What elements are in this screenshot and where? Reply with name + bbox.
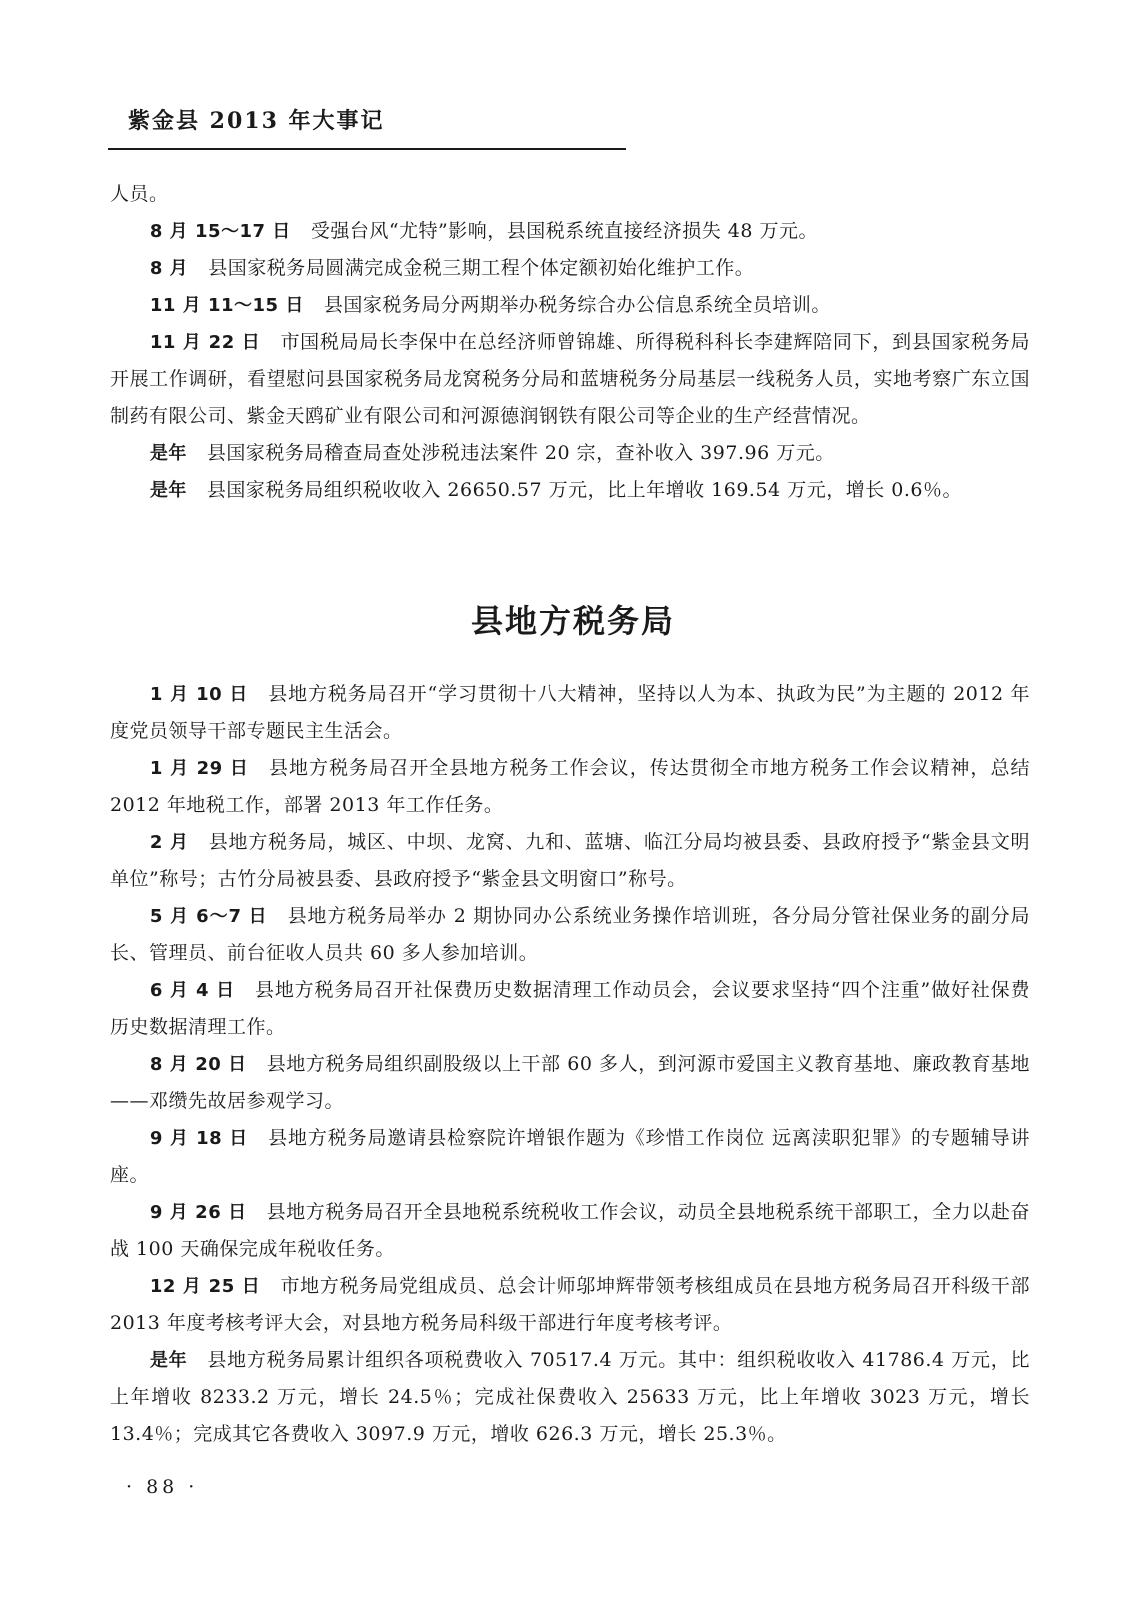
event-date: 5 月 6～7 日 (149, 906, 268, 927)
event-date: 11 月 11～15 日 (149, 295, 304, 316)
event-date: 1 月 10 日 (149, 684, 249, 705)
event-text: 县地方税务局累计组织各项税费收入 70517.4 万元。其中：组织税收收入 41786.4 万元，比上年增收 8233.2 万元，增长 24.5％；完成社保费收入 25633 万元，比上年增收 3023 万元，增长 13.4％；完成其它各费收入 3097.9 万元，增收 626.3 万元，增长 25.3％。 (110, 1349, 1030, 1445)
event-entry (110, 435, 1030, 472)
event-date: 8 月 15～17 日 (149, 221, 291, 242)
event-text: 市地方税务局党组成员、总会计师邬坤辉带领考核组成员在县地方税务局召开科级干部 2013 年度考核考评大会，对县地方税务局科级干部进行年度考核考评。 (110, 1275, 1030, 1334)
event-entry (110, 287, 1030, 324)
event-text: 县地方税务局举办 2 期协同办公系统业务操作培训班，各分局分管社保业务的副分局长、管理员、前台征收人员共 60 多人参加培训。 (110, 905, 1031, 964)
event-entry (110, 676, 1030, 750)
event-entry (110, 324, 1030, 435)
event-entry (110, 1120, 1030, 1194)
event-date: 6 月 4 日 (149, 980, 235, 1001)
page-number: · 88 · (126, 1476, 199, 1498)
event-text: 县地方税务局召开社保费历史数据清理工作动员会，会议要求坚持“四个注重”做好社保费历史数据清理工作。 (110, 979, 1030, 1038)
local-tax-bureau-events (110, 676, 1030, 1453)
event-text: 县地方税务局召开“学习贯彻十八大精神，坚持以人为本、执政为民”为主题的 2012 年度党员领导干部专题民主生活会。 (110, 683, 1030, 742)
section-title: 县地方税务局 (470, 602, 675, 640)
event-text: 县地方税务局召开全县地方税务工作会议，传达贯彻全市地方税务工作会议精神，总结 2012 年地税工作，部署 2013 年工作任务。 (110, 757, 1030, 816)
event-text: 县地方税务局，城区、中坝、龙窝、九和、蓝塘、临江分局均被县委、县政府授予“紫金县文明单位”称号；古竹分局被县委、县政府授予“紫金县文明窗口”称号。 (110, 831, 1030, 890)
event-text: 县国家税务局分两期举办税务综合办公信息系统全员培训。 (323, 294, 831, 316)
continued-text: 人员。 (110, 183, 169, 205)
event-text: 县国家税务局组织税收收入 26650.57 万元，比上年增收 169.54 万元，增长 0.6％。 (206, 479, 962, 501)
event-entry (110, 1268, 1030, 1342)
event-entry (110, 1342, 1030, 1453)
event-date: 1 月 29 日 (149, 758, 249, 779)
event-date: 2 月 (149, 832, 189, 853)
event-entry (110, 898, 1030, 972)
event-date: 是年 (149, 480, 187, 501)
event-entry (110, 1194, 1030, 1268)
event-entry (110, 1046, 1030, 1120)
event-date: 12 月 25 日 (149, 1276, 261, 1297)
event-entry (110, 472, 1030, 509)
event-entry (110, 824, 1030, 898)
event-text: 县地方税务局邀请县检察院许增银作题为《珍惜工作岗位 远离渎职犯罪》的专题辅导讲座。 (110, 1127, 1031, 1186)
tax-bureau-events (110, 176, 1030, 509)
event-entry (110, 972, 1030, 1046)
event-date: 9 月 26 日 (149, 1202, 247, 1223)
event-date: 是年 (149, 443, 187, 464)
event-entry (110, 750, 1030, 824)
event-date: 是年 (149, 1350, 188, 1371)
event-text: 县地方税务局召开全县地税系统税收工作会议，动员全县地税系统干部职工，全力以赴奋战 100 天确保完成年税收任务。 (110, 1201, 1030, 1260)
event-date: 11 月 22 日 (149, 332, 261, 353)
header-rule (108, 148, 626, 150)
event-date: 8 月 (149, 258, 189, 279)
event-text: 市国税局局长李保中在总经济师曾锦雄、所得税科科长李建辉陪同下，到县国家税务局开展工作调研，看望慰问县国家税务局龙窝税务分局和蓝塘税务分局基层一线税务人员，实地考察广东立国制药有限公司、紫金天鸥矿业有限公司和河源德润钢铁有限公司等企业的生产经营情况。 (110, 331, 1030, 427)
event-entry (110, 213, 1030, 250)
event-date: 8 月 20 日 (149, 1054, 247, 1075)
running-header: 紫金县 2013 年大事记 (128, 108, 385, 134)
event-text: 县国家税务局圆满完成金税三期工程个体定额初始化维护工作。 (208, 257, 755, 279)
event-entry (110, 250, 1030, 287)
event-text: 县国家税务局稽查局查处涉税违法案件 20 宗，查补收入 397.96 万元。 (206, 442, 835, 464)
event-text: 县地方税务局组织副股级以上干部 60 多人，到河源市爱国主义教育基地、廉政教育基地——邓缵先故居参观学习。 (110, 1053, 1030, 1112)
event-text: 受强台风“尤特”影响，县国税系统直接经济损失 48 万元。 (310, 220, 818, 242)
event-date: 9 月 18 日 (149, 1128, 249, 1149)
